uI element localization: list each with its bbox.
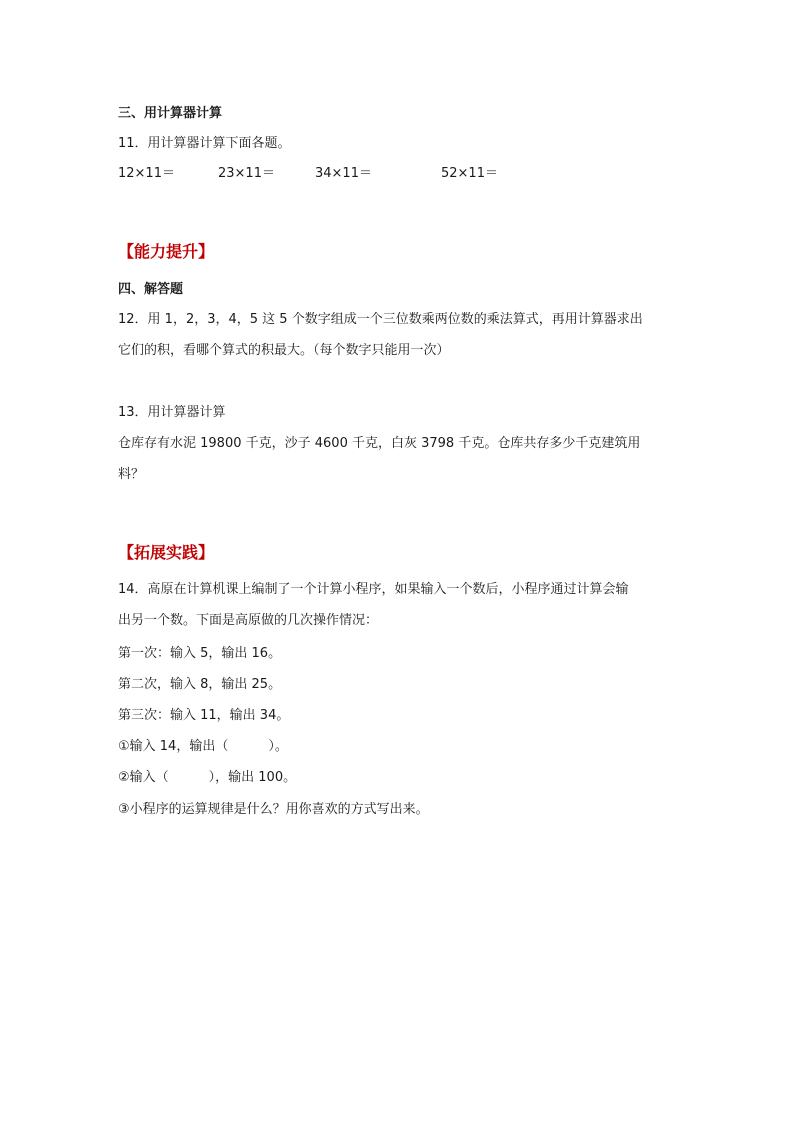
q12-line-2: 它们的积，看哪个算式的积最大。（每个数字只能用一次） (118, 343, 450, 358)
q14-op-1: 第一次：输入 5，输出 16。 (118, 646, 282, 661)
q12-line-1: 12．用 1，2，3，4，5 这 5 个数字组成一个三位数乘两位数的乘法算式，再用计算器求出 (118, 312, 643, 327)
q14-sub-1-start: ①输入 14，输出（ (118, 739, 229, 754)
q11-prompt: 11．用计算器计算下面各题。 (118, 136, 291, 151)
q13-title: 13．用计算器计算 (118, 405, 226, 420)
ability-section-title: 【能力提升】 (118, 242, 215, 261)
q14-op-2: 第二次，输入 8，输出 25。 (118, 677, 282, 692)
q14-sub-1-end: ）。 (268, 739, 288, 754)
q14-op-3: 第三次：输入 11，输出 34。 (118, 708, 290, 723)
q11-formula-1: 12×11＝ (118, 166, 175, 181)
part3-heading: 三、用计算器计算 (118, 106, 223, 121)
q14-sub-2-end: ），输出 100。 (208, 770, 297, 785)
q11-formula-4: 52×11＝ (441, 166, 498, 181)
q14-line-2: 出另一个数。下面是高原做的几次操作情况： (118, 613, 379, 628)
q14-sub-1 (118, 737, 288, 757)
q14-sub-2-start: ②输入（ (118, 770, 169, 785)
q11-formula-2: 23×11＝ (218, 166, 275, 181)
q14-line-1: 14．高原在计算机课上编制了一个计算小程序，如果输入一个数后，小程序通过计算会输 (118, 582, 629, 597)
q14-sub-3: ③小程序的运算规律是什么？用你喜欢的方式写出来。 (118, 802, 429, 817)
practice-section-title: 【拓展实践】 (118, 543, 215, 562)
q13-line-1: 仓库存有水泥 19800 千克，沙子 4600 千克，白灰 3798 千克。仓库共存多少千克建筑用 (118, 436, 641, 451)
q13-line-2: 料？ (118, 467, 145, 482)
part4-heading: 四、解答题 (118, 282, 184, 297)
q11-formula-3: 34×11＝ (315, 166, 372, 181)
q14-sub-2 (118, 768, 296, 788)
